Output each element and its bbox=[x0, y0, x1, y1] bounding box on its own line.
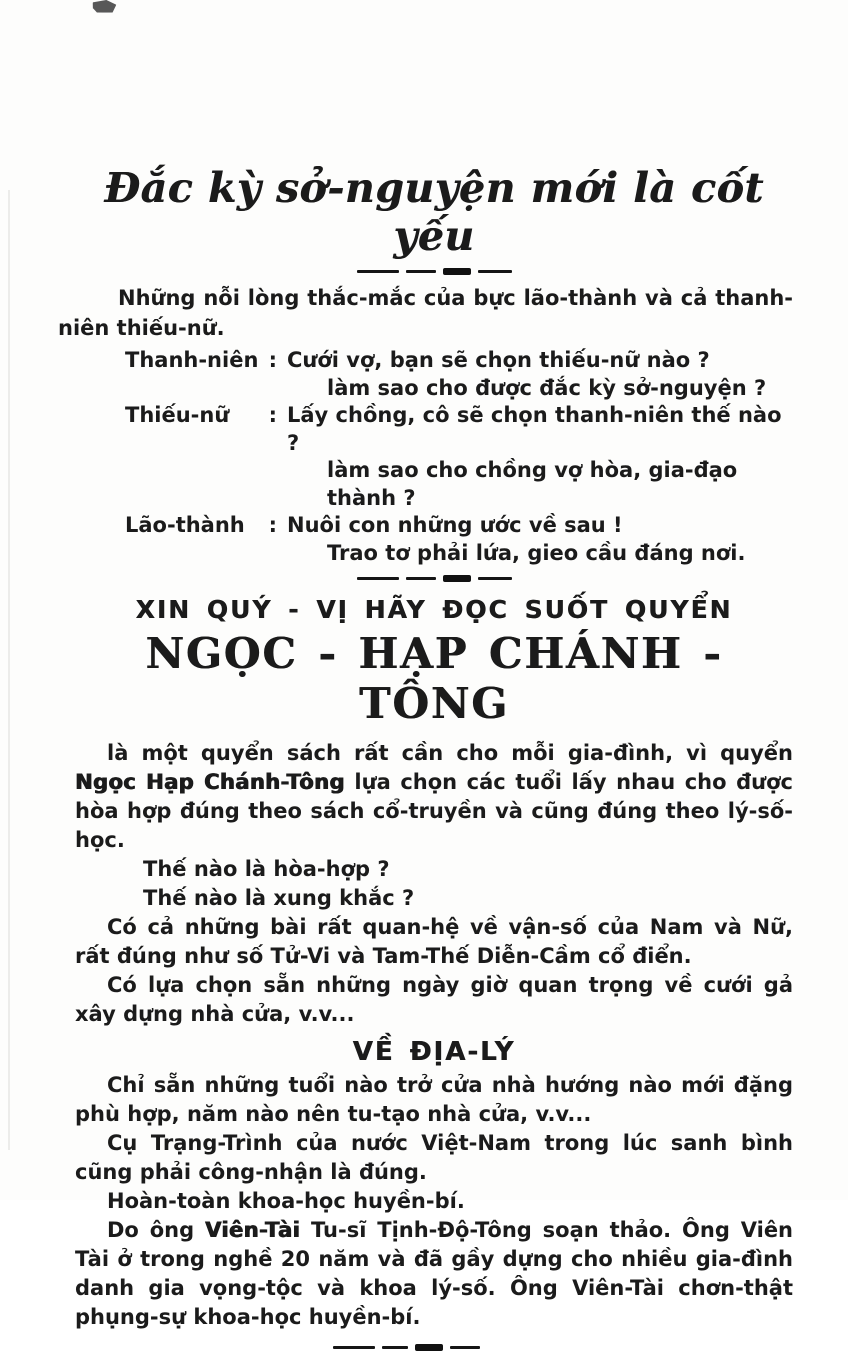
rule-blob bbox=[443, 268, 471, 275]
speaker-label: Lão-thành bbox=[125, 513, 245, 537]
rule-dash bbox=[478, 577, 512, 580]
invite-heading: XIN QUÝ - VỊ HÃY ĐỌC SUỐT QUYỂN bbox=[135, 595, 733, 624]
text-run: là một quyển sách rất cần cho mỗi gia-đình, vì quyển bbox=[107, 741, 793, 765]
rule-dash bbox=[382, 1346, 408, 1349]
dialogue-row-thieu-nu bbox=[125, 402, 793, 512]
paragraph-ngay-gio: Có lựa chọn sẵn những ngày giờ quan trọng về cưới gả xây dựng nhà cửa, v.v... bbox=[75, 973, 793, 1026]
rule-dash bbox=[357, 270, 399, 273]
book-title: NGỌC - HẠP CHÁNH - TÔNG bbox=[145, 629, 723, 728]
ornamental-rule-bottom bbox=[47, 1342, 765, 1352]
speaker-colon: : bbox=[268, 348, 277, 372]
rule-dash bbox=[478, 270, 512, 273]
dialogue-line: làm sao cho được đắc kỳ sở-nguyện ? bbox=[327, 375, 767, 400]
text-run: Do ông bbox=[107, 1218, 206, 1242]
line-khoa-hoc: Hoàn-toàn khoa-học huyền-bí. bbox=[107, 1189, 465, 1213]
dialogue-speaker bbox=[125, 347, 277, 375]
book-description-paragraph bbox=[75, 739, 793, 855]
speaker-colon: : bbox=[268, 403, 277, 427]
section-heading-dia-ly: VỀ ĐỊA-LÝ bbox=[352, 1037, 516, 1067]
rule-blob bbox=[415, 1344, 443, 1351]
dialogue-line: làm sao cho chồng vợ hòa, gia-đạo thành ? bbox=[327, 458, 738, 510]
question-xung-khac: Thế nào là xung khắc ? bbox=[143, 886, 415, 910]
ornamental-rule-middle bbox=[75, 573, 793, 583]
paragraph-dia-ly: Chỉ sẵn những tuổi nào trở cửa nhà hướng nào mới đặng phù hợp, năm nào nên tu-tạo nhà cửa, v.v... bbox=[75, 1073, 793, 1126]
dialogue-row-lao-thanh bbox=[125, 512, 793, 567]
rule-dash bbox=[406, 577, 436, 580]
dialogue-lines bbox=[287, 402, 793, 512]
intro-paragraph: Những nỗi lòng thắc-mắc của bực lão-thành và cả thanh-niên thiếu-nữ. bbox=[58, 286, 793, 340]
question-hoa-hop: Thế nào là hòa-hợp ? bbox=[143, 857, 390, 881]
author-name-emphasis: Viên-Tài bbox=[205, 1218, 301, 1242]
paragraph-trang-trinh: Cụ Trạng-Trình của nước Việt-Nam trong lúc sanh bình cũng phải công-nhận là đúng. bbox=[75, 1131, 793, 1184]
ornamental-rule-top bbox=[75, 266, 793, 276]
rule-blob bbox=[443, 575, 471, 582]
dialogue-line: Nuôi con những ước về sau ! bbox=[287, 513, 623, 537]
speaker-label: Thanh-niên bbox=[125, 348, 259, 372]
dialogue-line: Trao tơ phải lứa, gieo cầu đáng nơi. bbox=[327, 540, 746, 565]
rule-dash bbox=[333, 1346, 375, 1349]
speaker-label: Thiếu-nữ bbox=[125, 403, 230, 427]
dialogue-speaker bbox=[125, 402, 277, 430]
scan-gutter-line bbox=[8, 190, 10, 1150]
text-run: Tu-sĩ Tịnh-Độ-Tông soạn thảo. Ông Viên Tài ở trong nghề 20 năm và đã gầy dựng cho nhiều gia-đình danh gia vọng-tộc và khoa lý-số. Ông Viên-Tài chơn-thật phụng-sự khoa-học huyền-bí. bbox=[75, 1218, 794, 1329]
speaker-colon: : bbox=[268, 513, 277, 537]
dialogue-line: Cưới vợ, bạn sẽ chọn thiếu-nữ nào ? bbox=[287, 348, 710, 372]
dialogue-row-thanh-nien bbox=[125, 347, 793, 402]
rule-dash bbox=[357, 577, 399, 580]
rule-dash bbox=[406, 270, 436, 273]
headline: Đắc kỳ sở-nguyện mới là cốt yếu bbox=[104, 164, 764, 260]
dialogue-lines bbox=[287, 512, 745, 567]
paragraph-van-so: Có cả những bài rất quan-hệ về vận-số của Nam và Nữ, rất đúng như số Tử-Vi và Tam-Thế Diễn-Cầm cổ điển. bbox=[75, 915, 793, 968]
book-name-emphasis: Ngọc Hạp Chánh-Tông bbox=[75, 770, 345, 794]
dialogue-line: Lấy chồng, cô sẽ chọn thanh-niên thế nào ? bbox=[287, 403, 782, 455]
dialogue-lines bbox=[287, 347, 766, 402]
paragraph-author bbox=[75, 1216, 793, 1332]
rule-dash bbox=[450, 1346, 480, 1349]
dialogue-speaker bbox=[125, 512, 277, 540]
dialogue-list bbox=[125, 347, 793, 567]
text-run: lựa chọn các tuổi lấy nhau cho được hòa hợp đúng theo sách cổ-truyền và cũng đúng theo lý-số-học. bbox=[75, 770, 793, 852]
